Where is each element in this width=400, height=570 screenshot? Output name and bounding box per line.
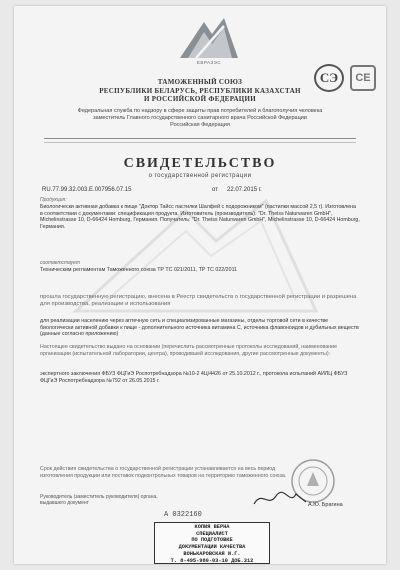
divider (44, 138, 356, 139)
certificate-title: СВИДЕТЕЛЬСТВО (123, 156, 277, 171)
basis-text: Настоящее свидетельство выдано на основании (перечислить рассмотренные протоколы исследований, наименование организации (испытательной лаборатории, центра), проводившей исследования, другие рассмотренные документы): (40, 344, 338, 357)
registration-date: 22.07.2015 г. (227, 187, 262, 193)
registration-number: RU.77.99.32.003.Е.007956.07.15 (42, 187, 132, 193)
usage-text: для реализации населению через аптечную сеть и специализированные магазины, отделы торговой сети в качестве биологически активной добавки к пище - дополнительного источника витамина С, источника флавоноидов и дубильных веществ (данные согласно приложению) (40, 318, 359, 338)
union-title: ТАМОЖЕННЫЙ СОЮЗ РЕСПУБЛИКИ БЕЛАРУСЬ, РЕСПУБЛИКИ КАЗАХСТАН И РОССИЙСКОЙ ФЕДЕРАЦИИ (99, 78, 301, 103)
product-label: Продукция: (40, 197, 67, 203)
emblem-caption: ЕВРАЗЭС (196, 60, 222, 65)
eac-mark-icon: СЭ (314, 64, 344, 92)
certificate-sheet (14, 6, 386, 564)
ce-mark-icon: CE (350, 65, 376, 91)
signatory-name: А.Ю. Брагина (308, 502, 343, 508)
conclusion-text: экспертного заключения ФБУЗ ФЦГиЭ Роспотребнадзора №10-2 4Ц/4426 от 25.10.2012 г., протокола испытаний АИЛЦ ФБУЗ ФЦГиЭ Роспотребнадзора №792 от 26.05.2015 г. (40, 371, 348, 384)
eurasec-emblem-icon (174, 12, 244, 64)
validity-text: Срок действия свидетельства о государственной регистрации устанавливается на весь период изготовления продукции или поставок подконтрольных товаров на территорию таможенного союза. (40, 466, 287, 479)
issuing-authority: Федеральная служба по надзору в сфере защиты прав потребителей и благополучия человека заместитель Главного государственного санитарного врача Российской Федерации Российская Федерация (77, 108, 323, 128)
compliance-label: соответствует (40, 260, 81, 266)
form-serial-number: А 0322160 (164, 511, 202, 519)
copy-certified-stamp: КОПИЯ ВЕРНА СПЕЦИАЛИСТ ПО ПОДГОТОВКЕ ДОКУМЕНТАЦИИ КАЧЕСТВА ВОНЬКАРОВСКАЯ И.Г. Т. 8-495-980-03-10 ДОБ.312 (154, 522, 270, 564)
registration-text: прошла государственную регистрацию, внесена в Реестр свидетельств о государственной регистрации и разрешена для производства, реализации и использования (40, 294, 357, 307)
certificate-subtitle: о государственной регистрации (148, 173, 252, 179)
divider (44, 142, 356, 143)
product-text: Биологически активная добавка к пище "Доктор Тайсс пастилки Шалфей с подорожником" (пастилки массой 2,5 г). Изготовлена в соответствии с документами: спецификация продукта. Изготовитель (производитель): "Dr. Theiss Naturwaren GmbH", Michelinstrasse 10, D-66424 Homburg, Германия. Получатель: "Dr. Theiss Naturwaren GmbH", Michelinstrasse 10, D-66424 Homburg, Германия. (40, 204, 360, 230)
handwritten-signature-icon (250, 488, 310, 510)
signatory-label: Руководитель (заместитель руководителя) органа, выдавшего документ (40, 494, 158, 507)
from-label: от (212, 187, 218, 193)
signature-block (40, 494, 370, 506)
compliance-text: Техническим регламентам Таможенного союза ТР ТС 021/2011, ТР ТС 022/2011 (40, 267, 238, 273)
